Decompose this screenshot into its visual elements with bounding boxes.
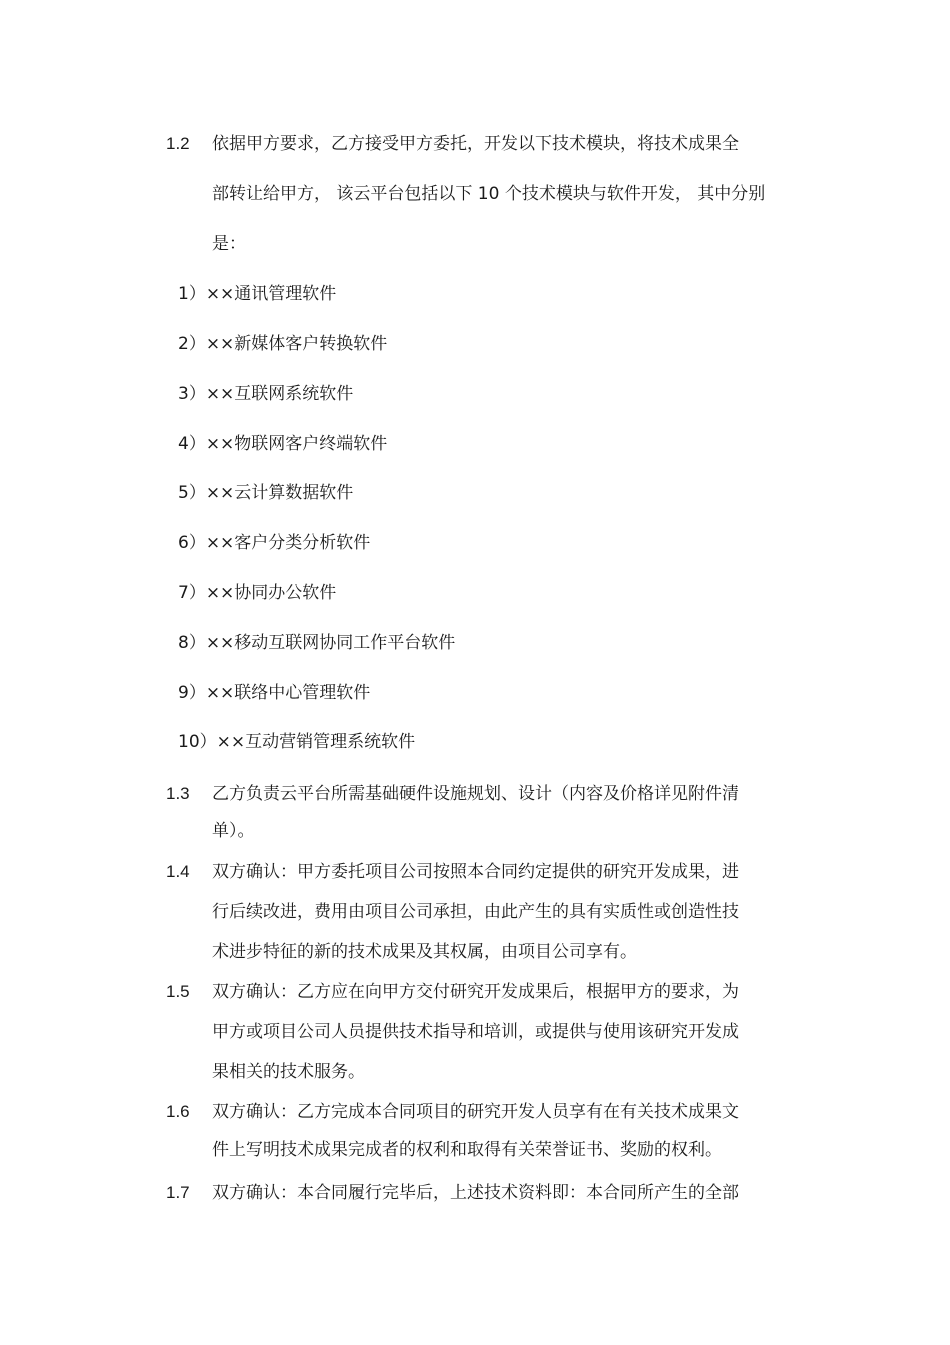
clause-number: 1.5 [166,982,190,1001]
list-item: 2）××新媒体客户转换软件 [178,334,388,354]
clause-number: 1.4 [166,862,190,881]
clause-text-line: 乙方负责云平台所需基础硬件设施规划、设计（内容及价格详见附件清 [212,784,739,804]
list-item: 4）××物联网客户终端软件 [178,434,388,454]
clause-text-line: 单）。 [212,821,255,841]
list-item: 9）××联络中心管理软件 [178,683,371,703]
list-item: 8）××移动互联网协同工作平台软件 [178,633,456,653]
clause-text-line: 甲方或项目公司人员提供技术指导和培训，或提供与使用该研究开发成 [212,1022,739,1042]
clause-number: 1.3 [166,784,190,803]
clause-text-line: 依据甲方要求，乙方接受甲方委托，开发以下技术模块，将技术成果全 [212,134,739,154]
clause-text-line: 双方确认：乙方完成本合同项目的研究开发人员享有在有关技术成果文 [212,1102,739,1122]
clause-text-line: 行后续改进，费用由项目公司承担，由此产生的具有实质性或创造性技 [212,902,739,922]
clause-number: 1.7 [166,1183,190,1202]
clause-text-line: 是： [212,234,246,254]
clause-text-line: 件上写明技术成果完成者的权利和取得有关荣誉证书、奖励的权利。 [212,1140,722,1160]
clause-text-line: 部转让给甲方， 该云平台包括以下 10 个技术模块与软件开发， 其中分别 [212,184,766,204]
list-item: 5）××云计算数据软件 [178,483,354,503]
clause-text-line: 术进步特征的新的技术成果及其权属，由项目公司享有。 [212,942,637,962]
clause-number: 1.6 [166,1102,190,1121]
list-item: 1）××通讯管理软件 [178,284,337,304]
list-item: 6）××客户分类分析软件 [178,533,371,553]
clause-text-line: 双方确认：本合同履行完毕后，上述技术资料即：本合同所产生的全部 [212,1183,739,1203]
clause-number: 1.2 [166,134,190,153]
list-item: 10）××互动营销管理系统软件 [178,732,416,752]
clause-text-line: 果相关的技术服务。 [212,1062,365,1082]
clause-text-line: 双方确认：乙方应在向甲方交付研究开发成果后，根据甲方的要求，为 [212,982,739,1002]
list-item: 7）××协同办公软件 [178,583,337,603]
clause-text-line: 双方确认：甲方委托项目公司按照本合同约定提供的研究开发成果，进 [212,862,739,882]
list-item: 3）××互联网系统软件 [178,384,354,404]
